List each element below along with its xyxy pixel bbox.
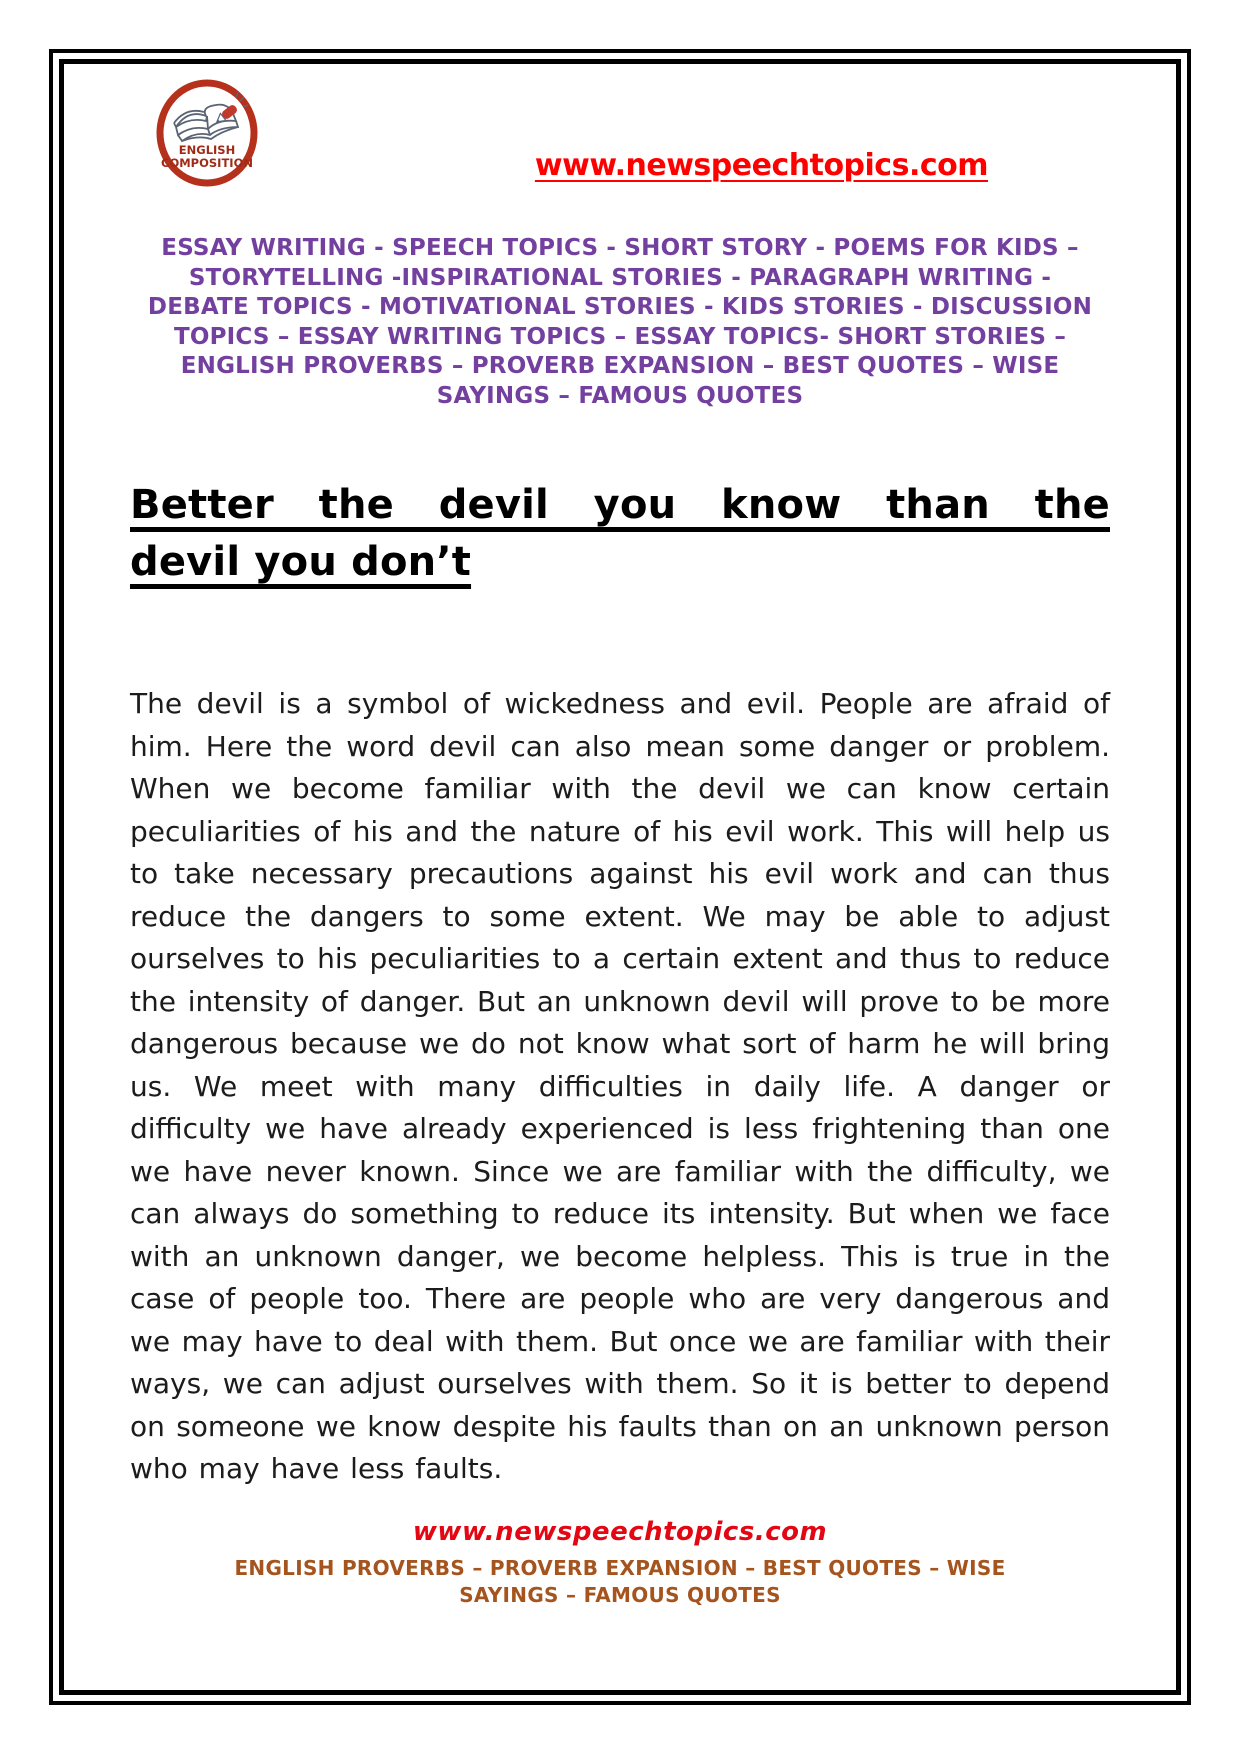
title-line-1: Better the devil you know than the: [130, 482, 1110, 528]
topics-line: ENGLISH PROVERBS – PROVERB EXPANSION – BEST QUOTES – WISE: [180, 353, 1060, 379]
topics-banner: [130, 234, 1110, 411]
open-book-pencil-icon: [156, 79, 258, 187]
logo-text-line1: ENGLISH: [178, 143, 236, 157]
footer-site-url-link[interactable]: www.newspeechtopics.com: [412, 1516, 828, 1547]
topics-line: SAYINGS – FAMOUS QUOTES: [436, 382, 804, 409]
topics-line: ESSAY WRITING - SPEECH TOPICS - SHORT STORY - POEMS FOR KIDS –: [161, 235, 1079, 261]
header-site-url-link[interactable]: www.newspeechtopics.com: [534, 148, 988, 183]
page-footer: [130, 1517, 1110, 1609]
inner-border: [59, 59, 1181, 1695]
topics-line: TOPICS – ESSAY WRITING TOPICS – ESSAY TOPICS- SHORT STORIES –: [173, 323, 1067, 350]
page-header: [130, 64, 1110, 234]
outer-border: [49, 49, 1191, 1705]
topics-line: STORYTELLING -INSPIRATIONAL STORIES - PARAGRAPH WRITING -: [188, 264, 1052, 291]
footer-topics-line: SAYINGS – FAMOUS QUOTES: [459, 1582, 781, 1607]
logo-text-line2: COMPOSITION: [161, 156, 253, 170]
page-title: [130, 477, 1110, 591]
english-composition-logo: [156, 79, 258, 187]
footer-topics-banner: [130, 1555, 1110, 1609]
essay-paragraph: The devil is a symbol of wickedness and evil. People are afraid of him. Here the word devil can also mean some danger or problem. When we become familiar with the devil we can know certain peculiarities of his and the nature of his evil work. This will help us to take necessary precautions against his evil work and can thus reduce the dangers to some extent. We may be able to adjust ourselves to his peculiarities to a certain extent and thus to reduce the intensity of danger. But an unknown devil will prove to be more dangerous because we do not know what sort of harm he will bring us. We meet with many difficulties in daily life. A danger or difficulty we have already experienced is less frightening than one we have never known. Since we are familiar with the difficulty, we can always do something to reduce its intensity. But when we face with an unknown danger, we become helpless. This is true in the case of people too. There are people who are very dangerous and we may have to deal with them. But once we are familiar with their ways, we can adjust ourselves with them. So it is better to depend on someone we know despite his faults than on an unknown person who may have less faults.: [130, 687, 1110, 1485]
footer-topics-line: ENGLISH PROVERBS – PROVERB EXPANSION – BEST QUOTES – WISE: [234, 1555, 1006, 1580]
title-line-2: devil you don’t: [130, 539, 472, 585]
topics-line: DEBATE TOPICS - MOTIVATIONAL STORIES - KIDS STORIES - DISCUSSION: [147, 294, 1093, 320]
